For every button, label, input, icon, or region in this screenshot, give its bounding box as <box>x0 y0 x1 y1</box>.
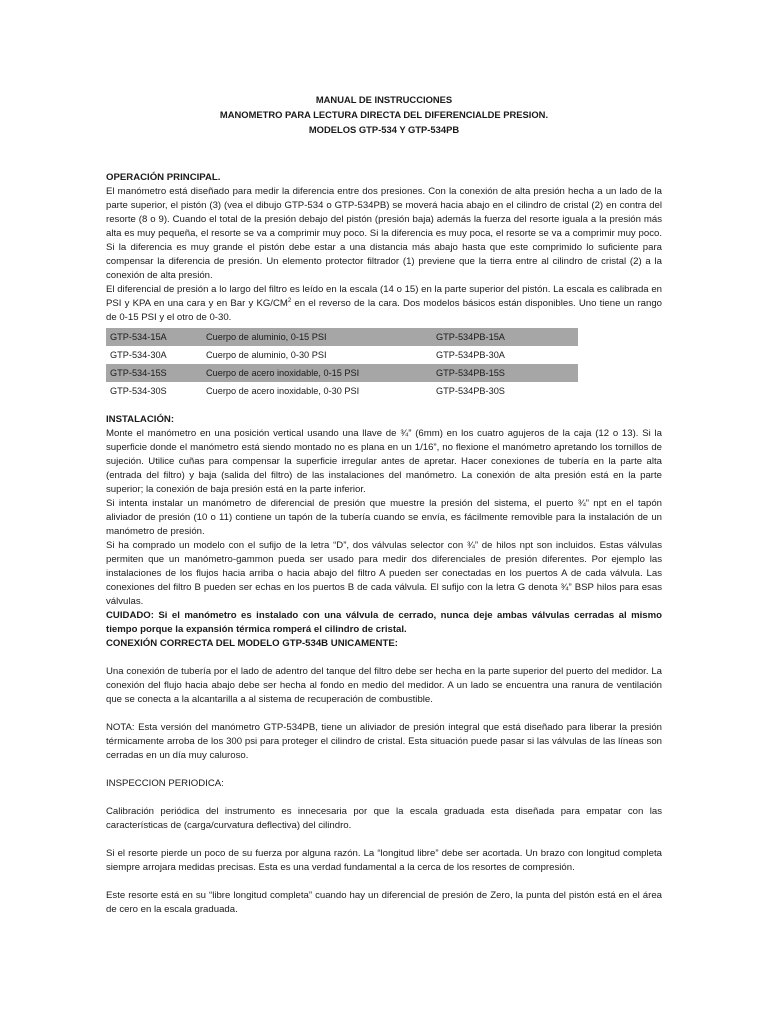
instalacion-title: INSTALACIÓN: <box>106 414 175 425</box>
header-title: MANUAL DE INSTRUCCIONES <box>315 94 453 105</box>
section-operacion <box>106 171 662 325</box>
model-code: GTP-534-30S <box>110 386 167 396</box>
superscript: 2 <box>287 297 292 304</box>
inspeccion-paragraph-1: Calibración periódica del instrumento es innecesaria por que la escala graduada esta diseñada para empatar con las características de (carga/curvatura deflectiva) del cilindro. <box>106 806 662 831</box>
spacer <box>106 763 662 777</box>
spacer <box>106 707 662 721</box>
table-row <box>106 364 578 382</box>
cuidado-warning: CUIDADO: Si el manómetro es instalado con una válvula de cerrado, nunca deje ambas válvulas cerradas al mismo tiempo porque la expansión térmica romperá el cilindro de cristal. <box>106 610 662 635</box>
spacer <box>106 833 662 847</box>
document-header <box>106 92 662 137</box>
spacer <box>106 651 662 665</box>
model-description: Cuerpo de aluminio, 0-30 PSI <box>206 350 327 360</box>
section-inspeccion <box>106 777 662 917</box>
nota-paragraph: NOTA: Esta versión del manómetro GTP-534PB, tiene un aliviador de presión integral que está diseñado para liberar la presión térmicamente arroba de los 300 psi para proteger el cilindro de cristal. Esta situación puede pasar si las válvulas de las líneas son cerradas en un día muy caluroso. <box>106 722 662 761</box>
table-row <box>106 382 578 400</box>
model-description: Cuerpo de acero inoxidable, 0-15 PSI <box>202 364 432 382</box>
operacion-paragraph-2-b: en el reverso de la cara. Dos modelos básicos están disponibles. Uno tiene un rango de 0-15 PSI y el otro de 0-30. <box>106 298 662 323</box>
header-models: MODELOS GTP-534 Y GTP-534PB <box>308 124 460 135</box>
table-row <box>106 328 578 346</box>
model-description: Cuerpo de aluminio, 0-15 PSI <box>202 328 432 346</box>
instalacion-paragraph-1: Monte el manómetro en una posición vertical usando una llave de ¾” (6mm) en los cuatro agujeros de la caja (12 o 13). Si la superficie donde el manómetro está siendo montado no es plana en un 1/16”, no flexione el manómetro apretando los tornillos de sujeción. Utilice cuñas para compensar la superficie irregular antes de apretar. Hacer conexiones de tubería en la parte alta (entrada del filtro) y baja (salida del filtro) de las instalaciones del manómetro. La conexión de alta presión está en la parte superior; la conexión de baja presión está en la parte inferior. <box>106 428 662 495</box>
operacion-paragraph-2 <box>106 283 662 325</box>
operacion-paragraph-2-a: El diferencial de presión a lo largo del filtro es leído en la escala (14 o 15) en la parte superior del pistón. La escala es calibrada en PSI y KPA en una cara y en Bar y KG/CM <box>106 284 662 309</box>
section-instalacion <box>106 413 662 651</box>
model-code: GTP-534-30A <box>110 350 167 360</box>
header-subtitle: MANOMETRO PARA LECTURA DIRECTA DEL DIFERENCIALDE PRESION. <box>219 109 549 120</box>
operacion-title: OPERACIÓN PRINCIPAL. <box>106 172 221 183</box>
model-alt-code: GTP-534PB-30S <box>436 386 505 396</box>
instalacion-paragraph-3: Si ha comprado un modelo con el sufijo de la letra “D”, dos válvulas selector con ¾” de hilos npt son incluidos. Estas válvulas permiten que un manómetro-gammon pueda ser usado para medir dos diferenciales de presión diferentes. Por ejemplo las instalaciones de los flujos hacia arriba o hacia abajo del filtro A pueden ser conectadas en los puertos A de cada válvula. Las conexiones del filtro B pueden ser echas en los puertos B de cada válvula. El sufijo con la letra G denota ¾” BSP hilos para esas válvulas. <box>106 540 662 607</box>
inspeccion-paragraph-2: Si el resorte pierde un poco de su fuerza por alguna razón. La “longitud libre” debe ser acortada. Un brazo con longitud completa siempre arrojara medidas precisas. Esta es una verdad fundamental a la cerca de los resortes de compresión. <box>106 848 662 873</box>
model-alt-code: GTP-534PB-15A <box>432 328 578 346</box>
model-code: GTP-534-15A <box>106 328 202 346</box>
inspeccion-paragraph-3: Este resorte está en su “libre longitud completa” cuando hay un diferencial de presión de Zero, la punta del pistón está en el área de cero en la escala graduada. <box>106 890 662 915</box>
conexion-title: CONEXIÓN CORRECTA DEL MODELO GTP-534B UNICAMENTE: <box>106 638 398 649</box>
table-row <box>106 346 578 364</box>
section-conexion <box>106 665 662 763</box>
conexion-paragraph-1: Una conexión de tubería por el lado de adentro del tanque del filtro debe ser hecha en la parte superior del puerto del medidor. La conexión del flujo hacia abajo debe ser hecha al fondo en medio del medidor. A un lado se encuentra una ranura de ventilación que se conecta a la alcantarilla a al sistema de recuperación de combustible. <box>106 666 662 705</box>
models-table <box>106 328 578 400</box>
spacer <box>106 875 662 889</box>
model-alt-code: GTP-534PB-30A <box>436 350 505 360</box>
operacion-paragraph-1: El manómetro está diseñado para medir la diferencia entre dos presiones. Con la conexión de alta presión hecha a un lado de la parte superior, el pistón (3) (vea el dibujo GTP-534 o GTP-534PB) se moverá hacia abajo en el cilindro de cristal (2) en contra del resorte (8 o 9). Cuando el total de la presión debajo del pistón (presión baja) además la fuerza del resorte iguala a la presión más alta es muy pequeña, el resorte se va a comprimir muy poco. Si la diferencia es muy poca, el resorte se va a comprimir muy poco. Si la diferencia es muy grande el pistón debe estar a una distancia más abajo hasta que este comprimido lo suficiente para compensar la diferencia de presión. Un elemento protector filtrador (1) previene que la tierra entre al cilindro de cristal (2) a la conexión de alta presión. <box>106 186 662 281</box>
spacer <box>106 791 662 805</box>
model-code: GTP-534-15S <box>106 364 202 382</box>
model-alt-code: GTP-534PB-15S <box>432 364 578 382</box>
inspeccion-title: INSPECCION PERIODICA: <box>106 778 224 789</box>
instalacion-paragraph-2: Si intenta instalar un manómetro de diferencial de presión que muestre la presión del sistema, el puerto ¾” npt en el tapón aliviador de presión (10 o 11) contiene un tapón de la tubería cuando se envía, es fácilmente removible para la instalación de un manómetro de presión. <box>106 498 662 537</box>
model-description: Cuerpo de acero inoxidable, 0-30 PSI <box>206 386 360 396</box>
